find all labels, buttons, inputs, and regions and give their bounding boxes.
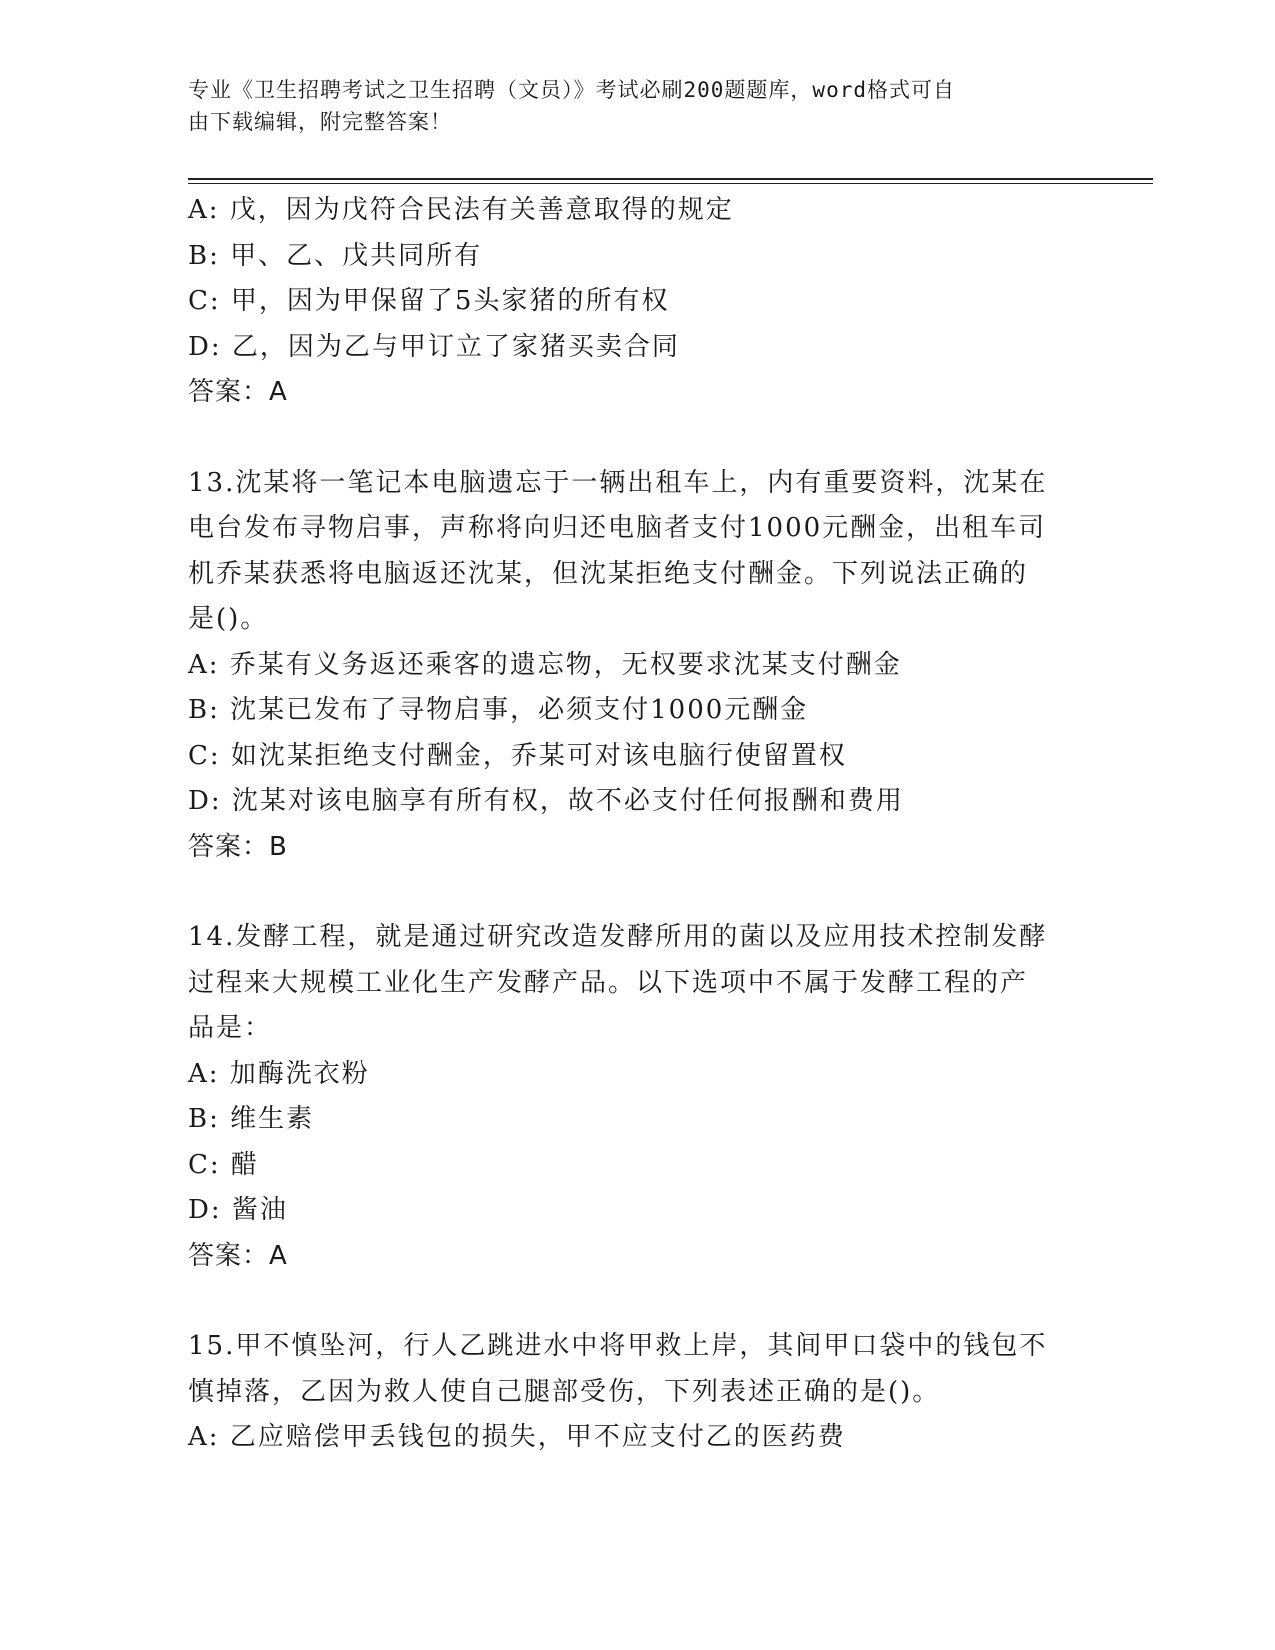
option-a: A: 加酶洗衣粉	[188, 1058, 370, 1089]
option-c: C: 甲，因为甲保留了5头家猪的所有权	[188, 286, 670, 316]
question-stem-line: 电台发布寻物启事，声称将向归还电脑者支付1000元酬金，出租车司	[188, 513, 1047, 543]
document-header	[188, 74, 1088, 138]
option-c: C: 醋	[188, 1149, 259, 1180]
question-stem-line: 14.发酵工程，就是通过研究改造发酵所用的菌以及应用技术控制发酵	[188, 922, 1048, 952]
answer-line: 答案：B	[188, 831, 288, 862]
header-line-2: 由下载编辑，附完整答案！	[188, 110, 452, 134]
option-c: C: 如沈某拒绝支付酬金，乔某可对该电脑行使留置权	[188, 740, 847, 771]
option-b: B: 甲、乙、戊共同所有	[188, 240, 483, 271]
question-stem-line: 机乔某获悉将电脑返还沈某，但沈某拒绝支付酬金。下列说法正确的	[188, 558, 1029, 589]
option-a: A: 戊，因为戊符合民法有关善意取得的规定	[188, 195, 734, 225]
answer-line: 答案：A	[188, 377, 288, 407]
question-stem-line: 15.甲不慎坠河，行人乙跳进水中将甲救上岸，其间甲口袋中的钱包不	[188, 1331, 1048, 1361]
header-divider-thick	[188, 178, 1153, 180]
option-a: A: 乙应赔偿甲丢钱包的损失，甲不应支付乙的医药费	[188, 1422, 846, 1452]
option-d: D: 乙，因为乙与甲订立了家猪买卖合同	[188, 331, 680, 362]
question-stem-line: 13.沈某将一笔记本电脑遗忘于一辆出租车上，内有重要资料，沈某在	[188, 467, 1048, 498]
question-13	[188, 461, 1088, 871]
question-15	[188, 1324, 1088, 1461]
option-b: B: 沈某已发布了寻物启事，必须支付1000元酬金	[188, 695, 809, 725]
question-12	[188, 188, 1088, 416]
question-stem-line: 是()。	[188, 604, 269, 634]
option-d: D: 酱油	[188, 1195, 288, 1225]
question-stem-line: 过程来大规模工业化生产发酵产品。以下选项中不属于发酵工程的产	[188, 967, 1029, 998]
question-14	[188, 915, 1088, 1279]
document-body	[188, 188, 1088, 1461]
option-a: A: 乔某有义务返还乘客的遗忘物，无权要求沈某支付酬金	[188, 649, 902, 680]
question-stem-line: 品是：	[188, 1013, 273, 1043]
question-stem-line: 慎掉落，乙因为救人使自己腿部受伤，下列表述正确的是()。	[188, 1376, 941, 1407]
option-b: B: 维生素	[188, 1104, 315, 1134]
header-line-1: 专业《卫生招聘考试之卫生招聘（文员）》考试必刷200题题库，word格式可自	[188, 78, 955, 102]
header-divider-thin	[188, 183, 1153, 184]
option-d: D: 沈某对该电脑享有所有权，故不必支付任何报酬和费用	[188, 786, 904, 816]
answer-line: 答案：A	[188, 1240, 288, 1271]
